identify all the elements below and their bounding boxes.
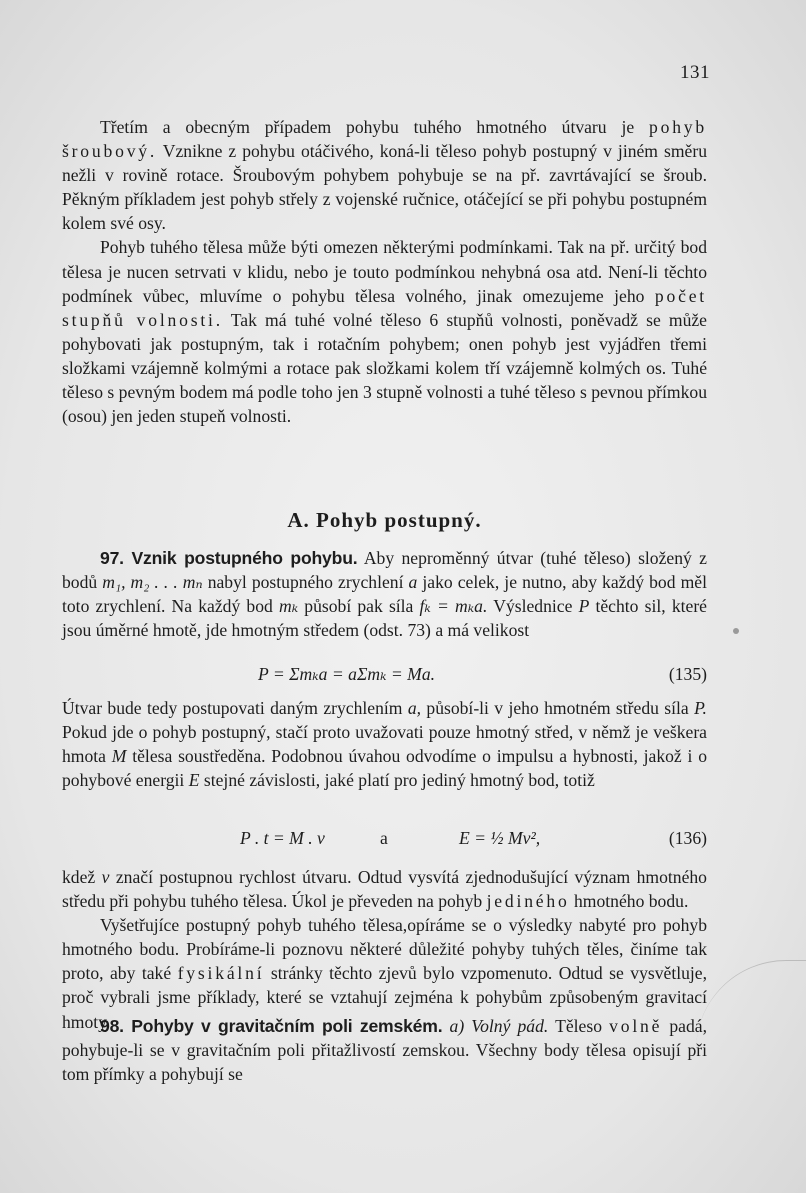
emphasis-freely: volně [609,1016,663,1036]
paragraph-text: padá, pohybuje-li se v gravitačním poli přitažlivostí zemskou. Všechny body tělesa opisují při tom přímky a pohybují se [62,1016,707,1085]
paragraph-text: stejné závislosti, jaké platí pro jediný hmotný bod, totiž [203,770,595,791]
paragraph-text: Pokud jde o pohyb postupný, stačí proto uvažovati pouze hmotný střed, v němž je veškera hmota [62,722,707,767]
math-symbol: M [111,746,127,767]
scan-artifact [696,960,806,1091]
emphasis-single: jediného [486,891,570,912]
paragraph-text: hmotného bodu. [574,891,689,912]
math-symbol: a [408,572,418,593]
paragraph-text: Útvar bude tedy postupovati daným zrychlením [62,698,403,718]
paragraph-text: Pohyb tuhého tělesa může býti omezen některými podmínkami. Tak na př. určitý bod tělesa je nucen setrvati v klidu, nebo je touto podmínkou nehybná osa atd. Není-li těchto podmínek vůbec, mluvíme o pohybu tělesa volného, jinak omezujeme jeho [62,237,707,306]
text-block-intro [62,115,707,428]
paragraph-text: Výslednice [493,596,573,617]
math-symbol: m₁, m₂ . . . mₙ [102,572,203,593]
subsection-title-free-fall: Volný pád. [471,1016,549,1036]
paragraph-text: kdež [62,867,96,887]
section-heading: A. Pohyb postupný. [287,508,482,532]
text-block-translational [62,865,707,1034]
text-block-center-of-mass [62,696,707,792]
math-symbol: fₖ = mₖa. [419,596,488,617]
equation-expression: P = Σmₖa = aΣmₖ = Ma. [258,664,436,684]
paragraph-text: nabyl postupného zrychlení [207,572,404,593]
paragraph-gravitational-field [62,1014,707,1086]
paragraph-text: Vznikne z pohybu otáčivého, koná-li těleso pohyb postupný v jiném směru nežli v rovině rotace. Šroubovým pohybem pohybuje se na př. zavrtávající se šroub. Pěkným příkladem jest pohyb střely z vojenské ručnice, otáčející se při pohybu postupném kolem své osy. [62,141,707,234]
equation-136 [62,828,707,854]
paragraph-center-of-mass [62,696,707,792]
paragraph-text: stránky těchto zjevů bylo vzpomenuto. Odtud se vysvětluje, proč vybrali jsme příklady, které se vztahují zejména k pohybům způsobeným gravitací hmoty. [62,963,707,1032]
emphasis-physical: fysikální [177,963,265,984]
paragraph-text: Třetím a obecným případem pohybu tuhého hmotného útvaru je [100,117,635,137]
paragraph-screw-motion [62,115,707,235]
page-number: 131 [680,62,710,83]
subsection-heading-97: 97. Vznik postupného pohybu. [100,548,358,568]
equation-energy: E = ½ Mv², [459,828,541,848]
math-symbol: E [188,770,200,791]
paragraph-text: těchto sil, které jsou úměrné hmotě, jde hmotným středem (odst. 73) a má velikost [62,596,707,641]
paragraph-text: Tak má tuhé volné těleso 6 stupňů volnosti, poněvadž se může pohybovati jak postupným, tak i rotačním pohybem; onen pohyb jest vyjádřen třemi složkami vzájemně kolmými a rotace pak složkami kolem tří vzájemně kolmých os. Tuhé těleso s pevným bodem má podle toho jen 3 stupně volnosti a tuhé těleso s pevnou přímkou (osou) jen jeden stupeň volnosti. [62,309,708,427]
paragraph-text: Těleso [555,1016,603,1036]
paragraph-velocity [62,865,707,913]
emphasis-screw-motion: pohyb šroubový. [62,117,707,162]
text-block-section-97 [62,546,707,642]
scan-speck [733,628,739,634]
math-symbol: P. [694,698,707,718]
equation-conjunction: a [380,828,388,848]
paragraph-text: tělesa soustředěna. Podobnou úvahou odvodíme o impulsu a hybnosti, jakož i o pohybové energii [62,746,707,791]
math-symbol: P [578,596,590,617]
paragraph-text: Aby neproměnný útvar (tuhé těleso) složený z bodů [62,548,707,593]
list-marker: a) [449,1016,465,1036]
emphasis-degrees-of-freedom: počet stupňů volnosti. [62,285,707,330]
subsection-heading-98: 98. Pohyby v gravitačním poli zemském. [100,1016,443,1036]
math-symbol: v [101,867,110,887]
paragraph-text: jako celek, je nutno, aby každý bod měl toto zrychlení. Na každý bod [62,572,707,617]
math-symbol: a, [407,698,422,718]
equation-impulse: P . t = M . v [240,828,325,848]
paragraph-text: Vyšetřujíce postupný pohyb tuhého tělesa,opíráme se o výsledky nabyté pro pohyb hmotného bodu. Probíráme-li poznovu některé důležité pohyby tuhých těles, činíme tak proto, aby také [62,915,707,984]
equation-number: (135) [668,664,707,684]
equation-number: (136) [668,828,707,848]
equation-135 [62,664,707,690]
math-symbol: mₖ [278,596,299,617]
paragraph-degrees-of-freedom [62,235,707,428]
paragraph-origin-of-motion [62,546,707,642]
paragraph-text: značí postupnou rychlost útvaru. Odtud vysvítá zjednodušující význam hmotného středu při pohybu tuhého tělesa. Úkol je převeden na pohyb [62,867,707,912]
paragraph-text: působí pak síla [304,596,414,617]
paragraph-text: působí-li v jeho hmotném středu síla [426,698,689,718]
text-block-section-98 [62,1014,707,1086]
